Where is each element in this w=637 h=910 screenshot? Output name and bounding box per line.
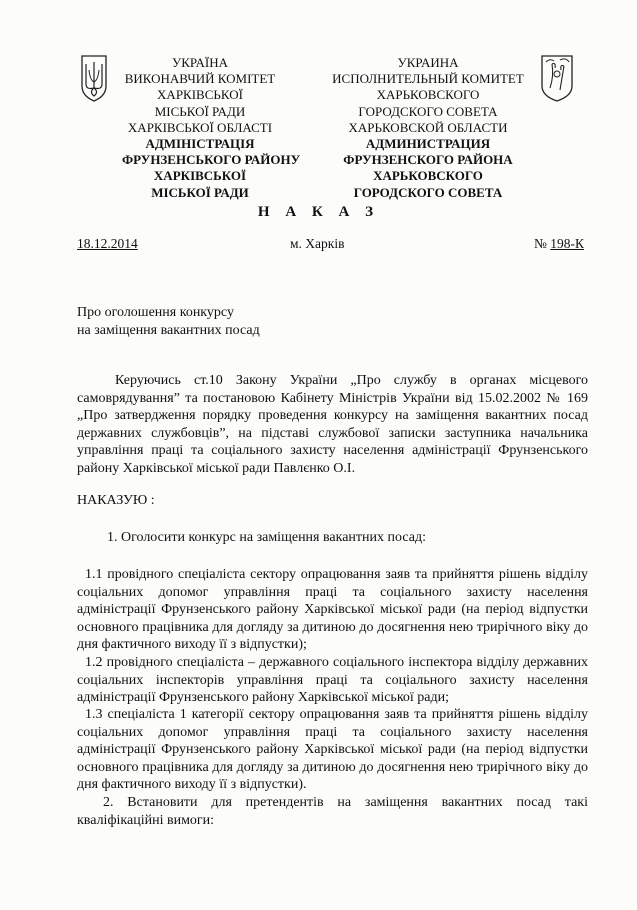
header-right-line: УКРАИНА (397, 55, 459, 70)
order-date: 18.12.2014 (77, 236, 138, 251)
header-left-line: ФРУНЗЕНСЬКОГО РАЙОНУ (122, 152, 301, 168)
header-left-line: ХАРКІВСЬКОЇ ОБЛАСТІ (127, 119, 273, 135)
sub-item: 1.3 спеціаліста 1 категорії сектору опрацювання заяв та прийняття рішень відділу соціальних допомог управління праці та соціального захисту населення адміністрації Фрунзенського району Харківської міської ради (на період відпустки основного працівника для догляду за дитиною до досягнення нею трирічного віку до дня фактичного виходу її з відпустки). (77, 707, 588, 792)
order-number-value: 198-К (550, 236, 585, 251)
header-right-line: ХАРЬКОВСКОГО (373, 168, 483, 184)
header-right-line: АДМИНИСТРАЦИЯ (365, 136, 491, 152)
order-subject (77, 304, 260, 339)
header-left-line: ХАРКІВСЬКОЇ (157, 87, 243, 103)
order-place: м. Харків (290, 236, 345, 251)
intro-paragraph: Керуючись ст.10 Закону України „Про службу в органах місцевого самоврядування” та постановою Кабінету Міністрів України від 15.02.2002 № 169 „Про затвердження порядку проведення конкурсу на заміщення вакантних посад державних службовців”, на підставі службової записки заступника начальника управління праці та соціального захисту населення адміністрації Фрунзенського району Харківської міської ради Павлєнко О.І. (77, 373, 588, 476)
header-right-line: ИСПОЛНИТЕЛЬНЫЙ КОМИТЕТ (332, 71, 524, 87)
kharkiv-city-emblem-icon (540, 52, 574, 102)
header-right (330, 55, 526, 201)
header-right-line: ГОРОДСКОГО СОВЕТА (358, 103, 498, 119)
header-left-line: ВИКОНАВЧИЙ КОМІТЕТ (124, 71, 276, 87)
item-2: 2. Встановити для претендентів на заміщення вакантних посад такі кваліфікаційні вимоги: (77, 795, 588, 828)
header-right-line: ХАРЬКОВСКОЙ ОБЛАСТИ (348, 119, 508, 135)
sub-item: 1.1 провідного спеціаліста сектору опрацювання заяв та прийняття рішень відділу соціальних допомог управління праці та соціального захисту населення адміністрації Фрунзенського району Харківської міської ради (на період відпустки основного працівника для догляду за дитиною до досягнення нею трирічного віку до дня фактичного виходу її з відпустки); (77, 567, 588, 652)
header-left-line: АДМІНІСТРАЦІЯ (145, 136, 255, 152)
trident-coat-of-arms-icon (80, 54, 108, 102)
header-right-line: ФРУНЗЕНСКОГО РАЙОНА (343, 152, 513, 168)
header-left (122, 55, 301, 201)
subject-line: Про оголошення конкурсу (77, 305, 234, 320)
document-title: Н А К А З (257, 204, 380, 220)
header-right-line: ХАРЬКОВСКОГО (376, 87, 480, 103)
header-right-line: ГОРОДСКОГО СОВЕТА (353, 184, 503, 200)
item-1: 1. Оголосити конкурс на заміщення вакантних посад: (107, 530, 426, 545)
sub-item: 1.2 провідного спеціаліста – державного соціального інспектора відділу державних соціальних інспекторів управління праці та соціального захисту населення адміністрації Фрунзенського району Харківської міської ради; (77, 655, 588, 705)
subject-line: на заміщення вакантних посад (77, 322, 260, 338)
order-number (534, 236, 584, 252)
order-number-prefix: № (534, 236, 547, 251)
header-left-line: МІСЬКОЇ РАДИ (151, 184, 249, 200)
header-left-line: МІСЬКОЇ РАДИ (154, 103, 246, 119)
header-left-line: ХАРКІВСЬКОЇ (153, 168, 247, 184)
header-left-line: УКРАЇНА (172, 55, 228, 70)
order-word: НАКАЗУЮ : (77, 493, 155, 508)
